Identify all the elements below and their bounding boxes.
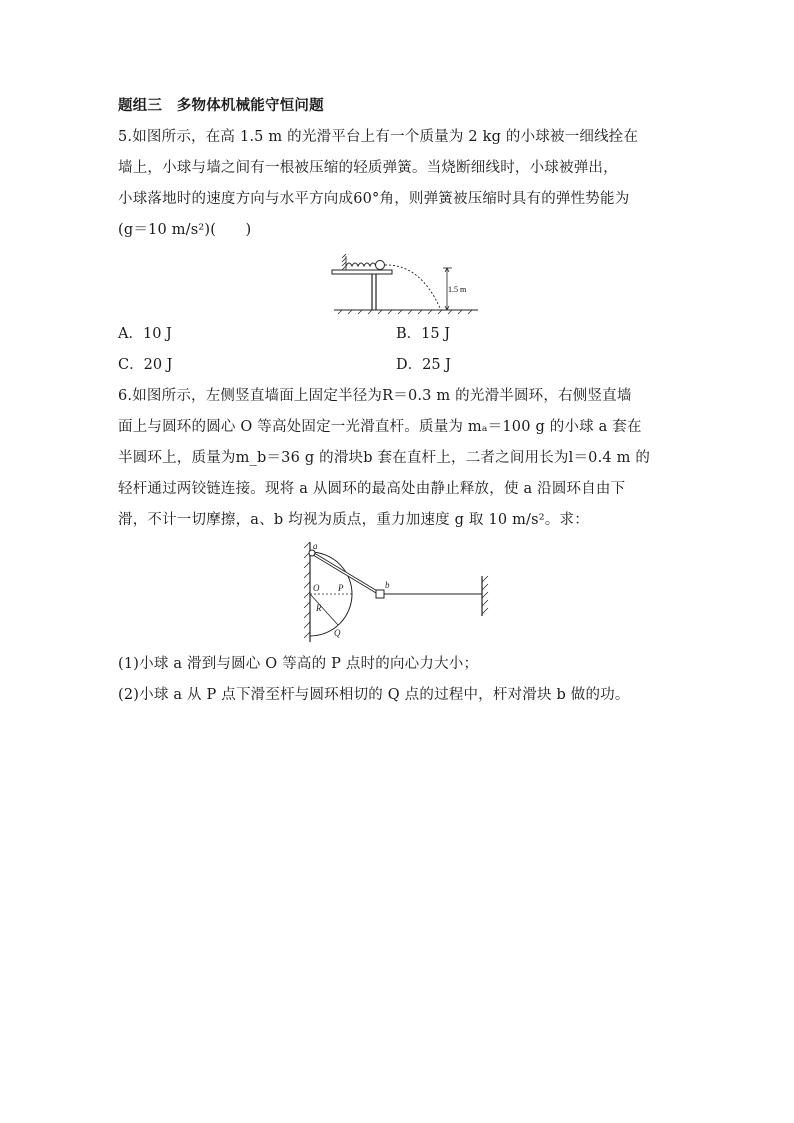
height-label: 1.5 m — [448, 285, 467, 294]
ball — [376, 261, 385, 270]
q5-option-d: D．25 J — [396, 357, 451, 373]
q5-line-1: 5.如图所示，在高 1.5 m 的光滑平台上有一个质量为 2 kg 的小球被一细线拴在 — [118, 129, 639, 145]
section-heading: 题组三 多物体机械能守恒问题 — [118, 98, 324, 114]
platform-top — [332, 270, 392, 274]
q5-line-3: 小球落地时的速度方向与水平方向成60°角，则弹簧被压缩时具有的弹性势能为 — [118, 191, 630, 207]
radius-line — [310, 594, 338, 625]
q6-line-2: 面上与圆环的圆心 O 等高处固定一光滑直杆。质量为 mₐ＝100 g 的小球 a 套在 — [118, 419, 642, 435]
q5-spring-platform-figure — [330, 252, 480, 318]
label-P: P — [338, 583, 344, 593]
q6-line-3: 半圆环上，质量为m_b＝36 g 的滑块b 套在直杆上，二者之间用长为l＝0.4 m 的 — [118, 450, 651, 466]
label-O: O — [313, 583, 320, 593]
spring — [346, 263, 376, 266]
q6-line-1: 6.如图所示，左侧竖直墙面上固定半径为R＝0.3 m 的光滑半圆环，右侧竖直墙 — [118, 388, 632, 404]
label-Q: Q — [334, 628, 341, 638]
left-wall-hatch — [304, 542, 310, 638]
q6-line-5: 滑，不计一切摩擦，a、b 均视为质点，重力加速度 g 取 10 m/s²。求： — [118, 512, 589, 528]
label-a: a — [313, 541, 318, 551]
slider-b — [376, 590, 384, 598]
trajectory — [385, 265, 440, 308]
right-wall-hatch — [482, 576, 488, 614]
q6-subquestion-2: (2)小球 a 从 P 点下滑至杆与圆环相切的 Q 点的过程中，杆对滑块 b 做的功。 — [118, 687, 630, 703]
q6-subquestion-1: (1)小球 a 滑到与圆心 O 等高的 P 点时的向心力大小； — [118, 656, 479, 672]
q5-option-b: B．15 J — [396, 326, 451, 342]
q5-line-4: (g＝10 m/s²)( ) — [118, 222, 252, 238]
q5-option-a: A．10 J — [118, 326, 172, 342]
ground-hatch — [338, 310, 472, 314]
q5-line-2: 墙上，小球与墙之间有一根被压缩的轻质弹簧。当烧断细线时，小球被弹出， — [118, 160, 618, 176]
q6-line-4: 轻杆通过两铰链连接。现将 a 从圆环的最高处由静止释放，使 a 沿圆环自由下 — [118, 481, 626, 497]
q5-option-c: C．20 J — [118, 357, 173, 373]
q6-ring-rod-figure — [296, 538, 492, 646]
label-b: b — [385, 580, 390, 590]
label-R: R — [316, 603, 322, 613]
wall-hatch — [342, 254, 346, 270]
